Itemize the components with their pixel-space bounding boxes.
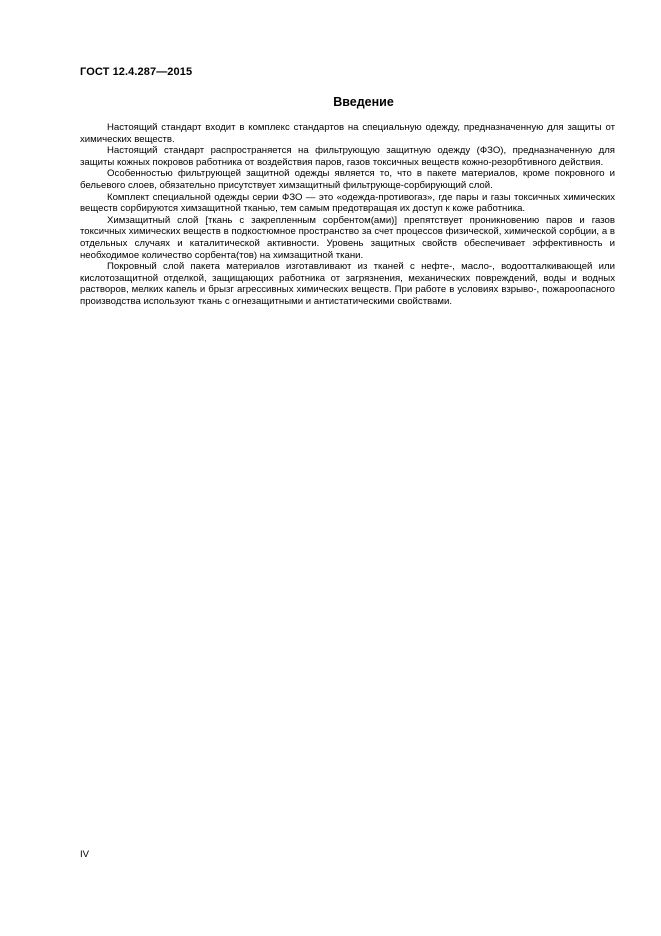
page-number: IV — [80, 849, 90, 860]
paragraph-5: Химзащитный слой [ткань с закрепленным сорбентом(ами)] препятствует проникновению паров и газов токсичных химических веществ в подкостюмное пространство за счет процессов физической, химической сорбции, а в отдельных случаях и каталитической активности. Уровень защитных свойств обеспечивает эффективность и необходимое количество сорбента(тов) на химзащитной ткани. — [80, 214, 615, 261]
paragraph-3: Особенностью фильтрующей защитной одежды является то, что в пакете материалов, кроме покровного и бельевого слоев, обязательно присутствует химзащитный фильтрующе-сорбирующий слой. — [80, 168, 615, 191]
paragraph-2: Настоящий стандарт распространяется на фильтрующую защитную одежду (ФЗО), предназначенную для защиты кожных покровов работника от воздействия паров, газов токсичных веществ кожно-резорбтивного действия. — [80, 145, 615, 168]
standard-number-header: ГОСТ 12.4.287—2015 — [80, 66, 193, 78]
introduction-body — [80, 122, 615, 308]
paragraph-4: Комплект специальной одежды серии ФЗО — это «одежда-противогаз», где пары и газы токсичных химических веществ сорбируются химзащитной тканью, тем самым предотвращая их доступ к коже работника. — [80, 191, 615, 215]
paragraph-1: Настоящий стандарт входит в комплекс стандартов на специальную одежду, предназначенную для защиты от химических веществ. — [80, 122, 615, 145]
paragraph-6: Покровный слой пакета материалов изготавливают из тканей с нефте-, масло-, водоотталкивающей или кислотозащитной отделкой, защищающих работника от загрязнения, механических повреждений, воды и водных растворов, мелких капель и брызг агрессивных химических веществ. При работе в условиях взрыво-, пожароопасного производства используют ткань с огнезащитными и антистатическими свойствами. — [80, 261, 615, 307]
section-title: Введение — [333, 95, 394, 109]
